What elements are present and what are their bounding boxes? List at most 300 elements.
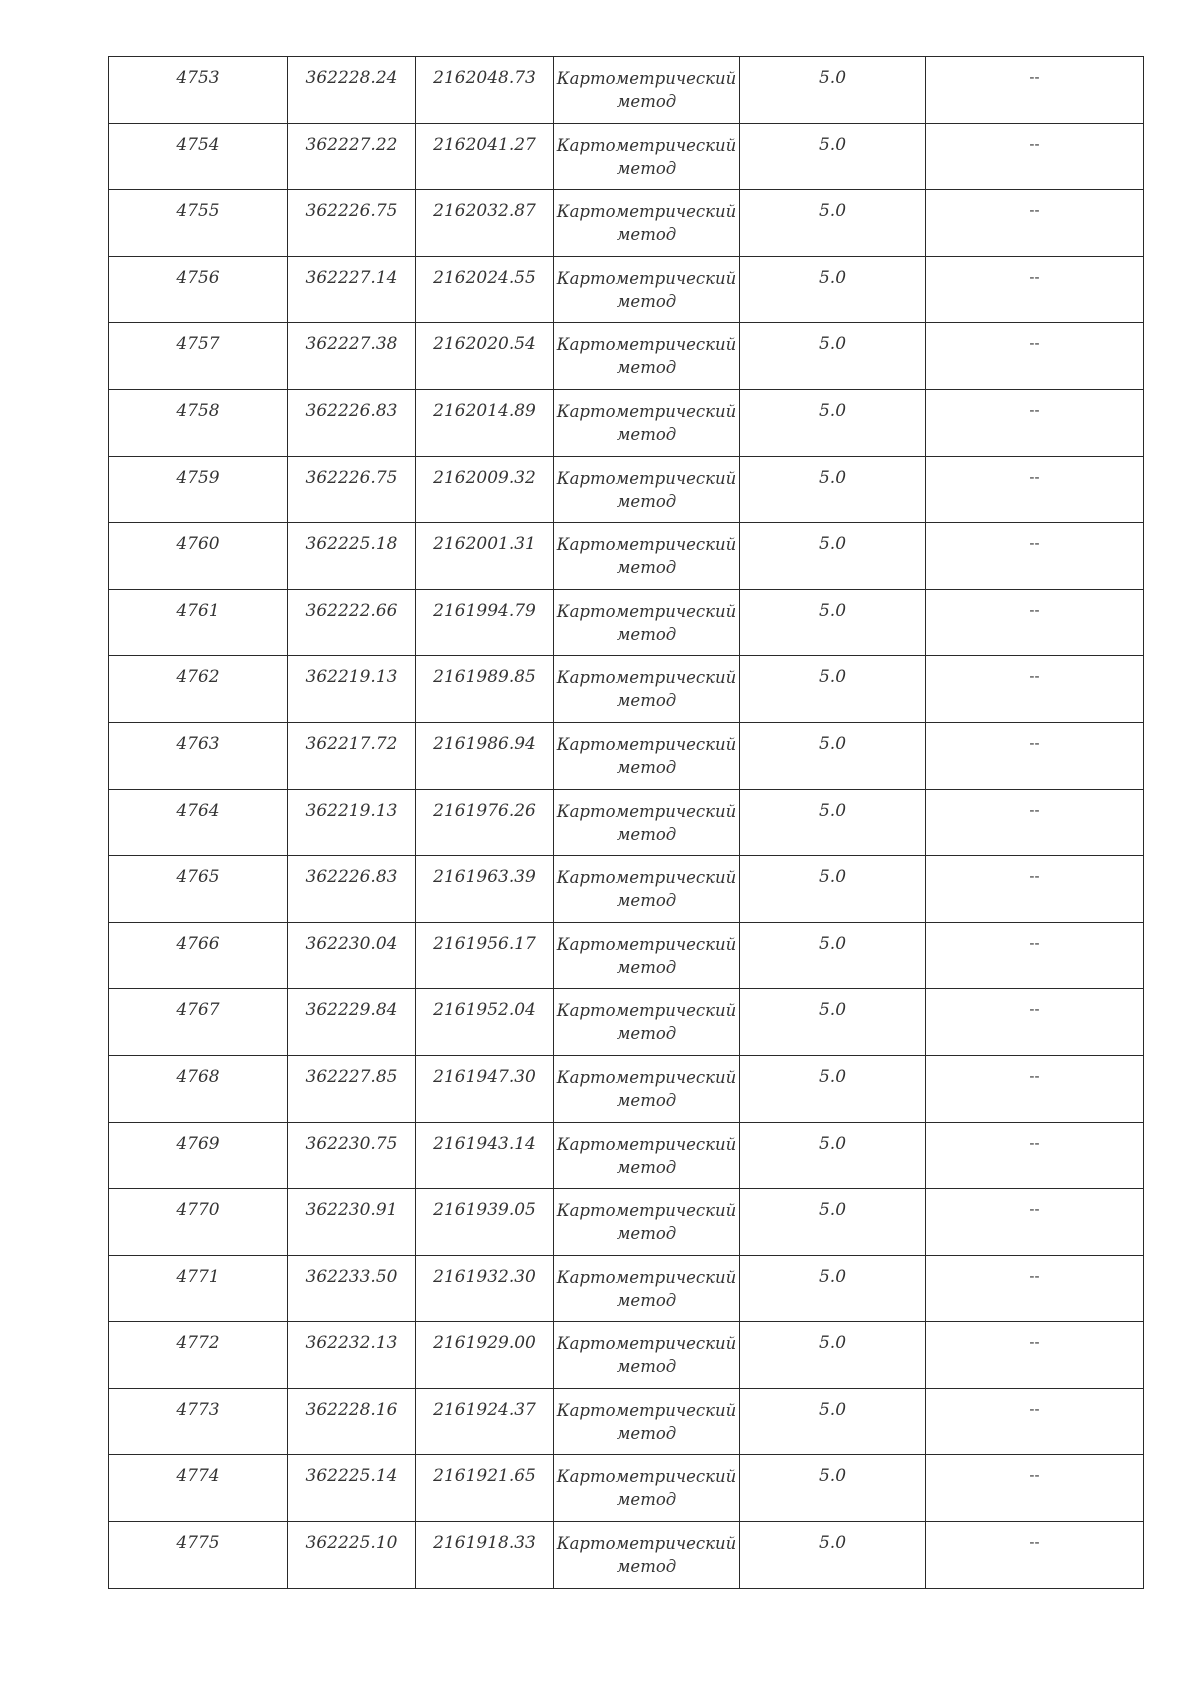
table-row <box>109 256 1144 323</box>
method-cell <box>554 656 740 723</box>
note-cell-value: -- <box>1029 1333 1040 1352</box>
x-coordinate-cell <box>288 1522 416 1589</box>
note-cell-value: -- <box>1029 933 1040 952</box>
method-line-2: метод <box>616 824 677 844</box>
note-cell-value: -- <box>1029 68 1040 86</box>
accuracy-cell <box>740 656 926 723</box>
note-cell <box>926 656 1144 723</box>
x-coordinate-cell <box>288 323 416 390</box>
point-number-cell <box>109 789 288 856</box>
method-text <box>554 1389 739 1445</box>
x-coordinate-cell-value: 362225.18 <box>305 534 398 555</box>
method-text <box>554 457 739 513</box>
note-cell <box>926 989 1144 1056</box>
point-number-cell-value: 4755 <box>176 201 220 222</box>
method-line-1: Картометрический <box>556 401 737 421</box>
table-row <box>109 656 1144 723</box>
method-cell <box>554 589 740 656</box>
point-number-cell <box>109 389 288 456</box>
x-coordinate-cell-value: 362217.72 <box>305 733 398 754</box>
accuracy-cell-value: 5.0 <box>818 800 847 821</box>
point-number-cell-value: 4775 <box>176 1533 220 1554</box>
point-number-cell <box>109 256 288 323</box>
method-text <box>554 1189 739 1245</box>
method-line-2: метод <box>616 1224 677 1244</box>
table-row <box>109 1388 1144 1455</box>
y-coordinate-cell-value: 2161929.00 <box>433 1333 536 1354</box>
accuracy-cell <box>740 989 926 1056</box>
note-cell-value: -- <box>1029 1200 1040 1219</box>
note-cell-value: -- <box>1029 534 1040 553</box>
y-coordinate-cell-value: 2161986.94 <box>433 733 536 754</box>
x-coordinate-cell <box>288 456 416 523</box>
method-line-2: метод <box>616 92 677 111</box>
note-cell <box>926 190 1144 257</box>
accuracy-cell <box>740 190 926 257</box>
method-cell <box>554 57 740 124</box>
note-cell <box>926 57 1144 124</box>
accuracy-cell-value: 5.0 <box>818 667 847 688</box>
note-cell <box>926 256 1144 323</box>
method-cell <box>554 1122 740 1189</box>
accuracy-cell <box>740 1455 926 1522</box>
note-cell-value: -- <box>1029 334 1040 353</box>
method-text <box>554 590 739 646</box>
method-line-2: метод <box>616 158 677 178</box>
accuracy-cell-value: 5.0 <box>818 600 847 621</box>
accuracy-cell <box>740 856 926 923</box>
method-line-1: Картометрический <box>556 535 737 555</box>
x-coordinate-cell-value: 362230.91 <box>305 1200 398 1221</box>
y-coordinate-cell <box>416 1055 554 1122</box>
method-text <box>554 1056 739 1112</box>
method-cell <box>554 722 740 789</box>
note-cell <box>926 1522 1144 1589</box>
point-number-cell <box>109 323 288 390</box>
accuracy-cell-value: 5.0 <box>818 1466 847 1487</box>
method-text <box>554 723 739 779</box>
method-line-2: метод <box>616 1157 677 1177</box>
point-number-cell-value: 4753 <box>176 68 220 88</box>
point-number-cell-value: 4759 <box>176 467 220 488</box>
point-number-cell-value: 4766 <box>176 933 220 954</box>
x-coordinate-cell <box>288 1189 416 1256</box>
method-line-1: Картометрический <box>556 1334 737 1354</box>
x-coordinate-cell-value: 362230.75 <box>305 1133 398 1154</box>
method-cell <box>554 523 740 590</box>
y-coordinate-cell <box>416 1522 554 1589</box>
y-coordinate-cell <box>416 456 554 523</box>
x-coordinate-cell-value: 362225.10 <box>305 1533 398 1554</box>
note-cell-value: -- <box>1029 1466 1040 1485</box>
y-coordinate-cell-value: 2161994.79 <box>433 600 536 621</box>
y-coordinate-cell-value: 2161952.04 <box>433 1000 536 1021</box>
note-cell <box>926 722 1144 789</box>
method-line-2: метод <box>616 424 677 444</box>
y-coordinate-cell <box>416 656 554 723</box>
x-coordinate-cell-value: 362227.22 <box>305 134 398 155</box>
point-number-cell-value: 4761 <box>176 600 220 621</box>
method-line-1: Картометрический <box>556 668 737 688</box>
note-cell-value: -- <box>1029 1399 1040 1418</box>
method-line-1: Картометрический <box>556 1267 737 1287</box>
method-line-1: Картометрический <box>556 934 737 954</box>
method-line-2: метод <box>616 1490 677 1510</box>
note-cell <box>926 456 1144 523</box>
method-line-1: Картометрический <box>556 601 737 621</box>
method-line-2: метод <box>616 1024 677 1044</box>
table-row <box>109 1455 1144 1522</box>
x-coordinate-cell <box>288 523 416 590</box>
method-line-1: Картометрический <box>556 801 737 821</box>
point-number-cell-value: 4773 <box>176 1399 220 1420</box>
accuracy-cell <box>740 722 926 789</box>
method-line-1: Картометрический <box>556 1201 737 1221</box>
x-coordinate-cell <box>288 922 416 989</box>
table-row <box>109 1122 1144 1189</box>
x-coordinate-cell-value: 362226.83 <box>305 867 398 888</box>
x-coordinate-cell-value: 362232.13 <box>305 1333 398 1354</box>
y-coordinate-cell-value: 2162041.27 <box>433 134 536 155</box>
y-coordinate-cell-value: 2162048.73 <box>433 68 536 88</box>
method-line-2: метод <box>616 891 677 911</box>
note-cell-value: -- <box>1029 867 1040 886</box>
accuracy-cell <box>740 589 926 656</box>
y-coordinate-cell-value: 2162014.89 <box>433 400 536 421</box>
point-number-cell <box>109 722 288 789</box>
method-line-2: метод <box>616 558 677 578</box>
note-cell <box>926 523 1144 590</box>
point-number-cell-value: 4754 <box>176 134 220 155</box>
table-row <box>109 323 1144 390</box>
method-text <box>554 856 739 912</box>
method-text <box>554 656 739 712</box>
y-coordinate-cell-value: 2161947.30 <box>433 1066 536 1087</box>
y-coordinate-cell <box>416 389 554 456</box>
accuracy-cell <box>740 1189 926 1256</box>
method-line-2: метод <box>616 1357 677 1377</box>
accuracy-cell <box>740 1522 926 1589</box>
accuracy-cell-value: 5.0 <box>818 201 847 222</box>
point-number-cell-value: 4774 <box>176 1466 220 1487</box>
method-line-2: метод <box>616 358 677 378</box>
point-number-cell <box>109 123 288 190</box>
point-number-cell-value: 4769 <box>176 1133 220 1154</box>
accuracy-cell <box>740 1055 926 1122</box>
method-text <box>554 989 739 1045</box>
method-line-1: Картометрический <box>556 69 737 88</box>
x-coordinate-cell-value: 362228.16 <box>305 1399 398 1420</box>
method-text <box>554 1455 739 1511</box>
y-coordinate-cell-value: 2162024.55 <box>433 267 536 288</box>
table-row <box>109 523 1144 590</box>
method-cell <box>554 389 740 456</box>
x-coordinate-cell-value: 362229.84 <box>305 1000 398 1021</box>
method-cell <box>554 1322 740 1389</box>
table-row <box>109 589 1144 656</box>
point-number-cell <box>109 922 288 989</box>
table-row <box>109 989 1144 1056</box>
x-coordinate-cell-value: 362226.75 <box>305 201 398 222</box>
y-coordinate-cell <box>416 922 554 989</box>
x-coordinate-cell <box>288 989 416 1056</box>
point-number-cell <box>109 1522 288 1589</box>
accuracy-cell <box>740 1388 926 1455</box>
note-cell-value: -- <box>1029 1133 1040 1152</box>
method-text <box>554 124 739 180</box>
method-line-1: Картометрический <box>556 1400 737 1420</box>
y-coordinate-cell-value: 2161939.05 <box>433 1200 536 1221</box>
x-coordinate-cell-value: 362227.38 <box>305 334 398 355</box>
y-coordinate-cell <box>416 589 554 656</box>
note-cell <box>926 922 1144 989</box>
table-row <box>109 856 1144 923</box>
point-number-cell <box>109 1255 288 1322</box>
accuracy-cell-value: 5.0 <box>818 534 847 555</box>
note-cell-value: -- <box>1029 201 1040 220</box>
accuracy-cell <box>740 1255 926 1322</box>
x-coordinate-cell-value: 362227.14 <box>305 267 398 288</box>
method-line-2: метод <box>616 1557 677 1577</box>
method-text <box>554 1322 739 1378</box>
note-cell-value: -- <box>1029 1533 1040 1552</box>
y-coordinate-cell <box>416 190 554 257</box>
table-row <box>109 922 1144 989</box>
method-line-1: Картометрический <box>556 268 737 288</box>
note-cell-value: -- <box>1029 267 1040 286</box>
table-row <box>109 1055 1144 1122</box>
point-number-cell-value: 4757 <box>176 334 220 355</box>
x-coordinate-cell <box>288 1055 416 1122</box>
x-coordinate-cell-value: 362228.24 <box>305 68 398 88</box>
point-number-cell <box>109 589 288 656</box>
note-cell <box>926 589 1144 656</box>
method-line-2: метод <box>616 1423 677 1443</box>
x-coordinate-cell <box>288 1455 416 1522</box>
x-coordinate-cell <box>288 1122 416 1189</box>
method-line-1: Картометрический <box>556 1001 737 1021</box>
table-row <box>109 57 1144 124</box>
y-coordinate-cell-value: 2161976.26 <box>433 800 536 821</box>
table-row <box>109 1189 1144 1256</box>
point-number-cell-value: 4768 <box>176 1066 220 1087</box>
accuracy-cell <box>740 789 926 856</box>
method-text <box>554 790 739 846</box>
x-coordinate-cell-value: 362227.85 <box>305 1066 398 1087</box>
note-cell <box>926 856 1144 923</box>
x-coordinate-cell-value: 362230.04 <box>305 933 398 954</box>
note-cell-value: -- <box>1029 600 1040 619</box>
coordinates-table-body <box>109 57 1144 1589</box>
y-coordinate-cell <box>416 989 554 1056</box>
note-cell <box>926 1388 1144 1455</box>
point-number-cell <box>109 1322 288 1389</box>
note-cell-value: -- <box>1029 733 1040 752</box>
y-coordinate-cell-value: 2161943.14 <box>433 1133 536 1154</box>
y-coordinate-cell-value: 2162020.54 <box>433 334 536 355</box>
note-cell-value: -- <box>1029 1066 1040 1085</box>
note-cell <box>926 1055 1144 1122</box>
method-cell <box>554 1055 740 1122</box>
accuracy-cell-value: 5.0 <box>818 1000 847 1021</box>
x-coordinate-cell-value: 362222.66 <box>305 600 398 621</box>
accuracy-cell <box>740 256 926 323</box>
method-text <box>554 57 739 113</box>
x-coordinate-cell <box>288 123 416 190</box>
method-line-2: метод <box>616 225 677 245</box>
method-text <box>554 1522 739 1578</box>
note-cell <box>926 1322 1144 1389</box>
point-number-cell <box>109 1189 288 1256</box>
method-line-1: Картометрический <box>556 868 737 888</box>
method-line-2: метод <box>616 691 677 711</box>
accuracy-cell <box>740 1322 926 1389</box>
y-coordinate-cell <box>416 722 554 789</box>
y-coordinate-cell <box>416 57 554 124</box>
y-coordinate-cell <box>416 1255 554 1322</box>
x-coordinate-cell <box>288 589 416 656</box>
method-cell <box>554 256 740 323</box>
point-number-cell <box>109 57 288 124</box>
table-row <box>109 1255 1144 1322</box>
point-number-cell <box>109 1122 288 1189</box>
method-line-1: Картометрический <box>556 1467 737 1487</box>
method-line-1: Картометрический <box>556 468 737 488</box>
note-cell <box>926 1455 1144 1522</box>
y-coordinate-cell <box>416 523 554 590</box>
method-cell <box>554 989 740 1056</box>
method-cell <box>554 323 740 390</box>
method-line-1: Картометрический <box>556 1134 737 1154</box>
y-coordinate-cell <box>416 123 554 190</box>
method-line-1: Картометрический <box>556 734 737 754</box>
method-cell <box>554 856 740 923</box>
method-cell <box>554 789 740 856</box>
method-line-2: метод <box>616 1290 677 1310</box>
note-cell <box>926 389 1144 456</box>
table-row <box>109 123 1144 190</box>
point-number-cell <box>109 456 288 523</box>
x-coordinate-cell <box>288 789 416 856</box>
method-line-1: Картометрический <box>556 1534 737 1554</box>
note-cell <box>926 789 1144 856</box>
accuracy-cell-value: 5.0 <box>818 1533 847 1554</box>
note-cell <box>926 123 1144 190</box>
x-coordinate-cell <box>288 656 416 723</box>
point-number-cell <box>109 523 288 590</box>
method-text <box>554 1123 739 1179</box>
accuracy-cell <box>740 922 926 989</box>
x-coordinate-cell <box>288 1322 416 1389</box>
method-cell <box>554 190 740 257</box>
accuracy-cell <box>740 456 926 523</box>
accuracy-cell <box>740 389 926 456</box>
note-cell-value: -- <box>1029 400 1040 419</box>
accuracy-cell-value: 5.0 <box>818 1066 847 1087</box>
point-number-cell-value: 4771 <box>176 1266 220 1287</box>
table-row <box>109 722 1144 789</box>
note-cell <box>926 323 1144 390</box>
method-text <box>554 523 739 579</box>
point-number-cell <box>109 856 288 923</box>
point-number-cell-value: 4772 <box>176 1333 220 1354</box>
y-coordinate-cell <box>416 1388 554 1455</box>
point-number-cell-value: 4762 <box>176 667 220 688</box>
point-number-cell <box>109 656 288 723</box>
x-coordinate-cell <box>288 57 416 124</box>
y-coordinate-cell-value: 2161932.30 <box>433 1266 536 1287</box>
note-cell <box>926 1122 1144 1189</box>
y-coordinate-cell <box>416 1122 554 1189</box>
point-number-cell-value: 4767 <box>176 1000 220 1021</box>
method-text <box>554 323 739 379</box>
x-coordinate-cell-value: 362226.75 <box>305 467 398 488</box>
accuracy-cell-value: 5.0 <box>818 933 847 954</box>
method-cell <box>554 1189 740 1256</box>
method-text <box>554 257 739 313</box>
y-coordinate-cell-value: 2162032.87 <box>433 201 536 222</box>
y-coordinate-cell <box>416 323 554 390</box>
x-coordinate-cell <box>288 722 416 789</box>
y-coordinate-cell-value: 2161924.37 <box>433 1399 536 1420</box>
y-coordinate-cell-value: 2161989.85 <box>433 667 536 688</box>
accuracy-cell-value: 5.0 <box>818 733 847 754</box>
accuracy-cell-value: 5.0 <box>818 400 847 421</box>
point-number-cell <box>109 190 288 257</box>
accuracy-cell <box>740 523 926 590</box>
note-cell-value: -- <box>1029 1266 1040 1285</box>
method-cell <box>554 123 740 190</box>
point-number-cell <box>109 1055 288 1122</box>
point-number-cell-value: 4765 <box>176 867 220 888</box>
method-line-2: метод <box>616 957 677 977</box>
method-line-2: метод <box>616 757 677 777</box>
method-text <box>554 923 739 979</box>
accuracy-cell <box>740 57 926 124</box>
accuracy-cell <box>740 1122 926 1189</box>
x-coordinate-cell <box>288 856 416 923</box>
method-line-1: Картометрический <box>556 335 737 355</box>
x-coordinate-cell-value: 362225.14 <box>305 1466 398 1487</box>
method-cell <box>554 1255 740 1322</box>
table-row <box>109 1322 1144 1389</box>
method-cell <box>554 1455 740 1522</box>
coordinates-table <box>108 56 1144 1589</box>
method-text <box>554 1256 739 1312</box>
table-row <box>109 190 1144 257</box>
method-line-1: Картометрический <box>556 135 737 155</box>
method-text <box>554 190 739 246</box>
accuracy-cell-value: 5.0 <box>818 867 847 888</box>
accuracy-cell-value: 5.0 <box>818 1333 847 1354</box>
x-coordinate-cell <box>288 1255 416 1322</box>
method-cell <box>554 1522 740 1589</box>
point-number-cell <box>109 1455 288 1522</box>
note-cell-value: -- <box>1029 467 1040 486</box>
note-cell <box>926 1189 1144 1256</box>
y-coordinate-cell <box>416 856 554 923</box>
method-line-1: Картометрический <box>556 202 737 222</box>
table-row <box>109 789 1144 856</box>
method-line-2: метод <box>616 1090 677 1110</box>
method-line-1: Картометрический <box>556 1067 737 1087</box>
method-line-2: метод <box>616 291 677 311</box>
y-coordinate-cell-value: 2161918.33 <box>433 1533 536 1554</box>
table-row <box>109 456 1144 523</box>
note-cell-value: -- <box>1029 134 1040 153</box>
method-cell <box>554 922 740 989</box>
x-coordinate-cell-value: 362219.13 <box>305 667 398 688</box>
